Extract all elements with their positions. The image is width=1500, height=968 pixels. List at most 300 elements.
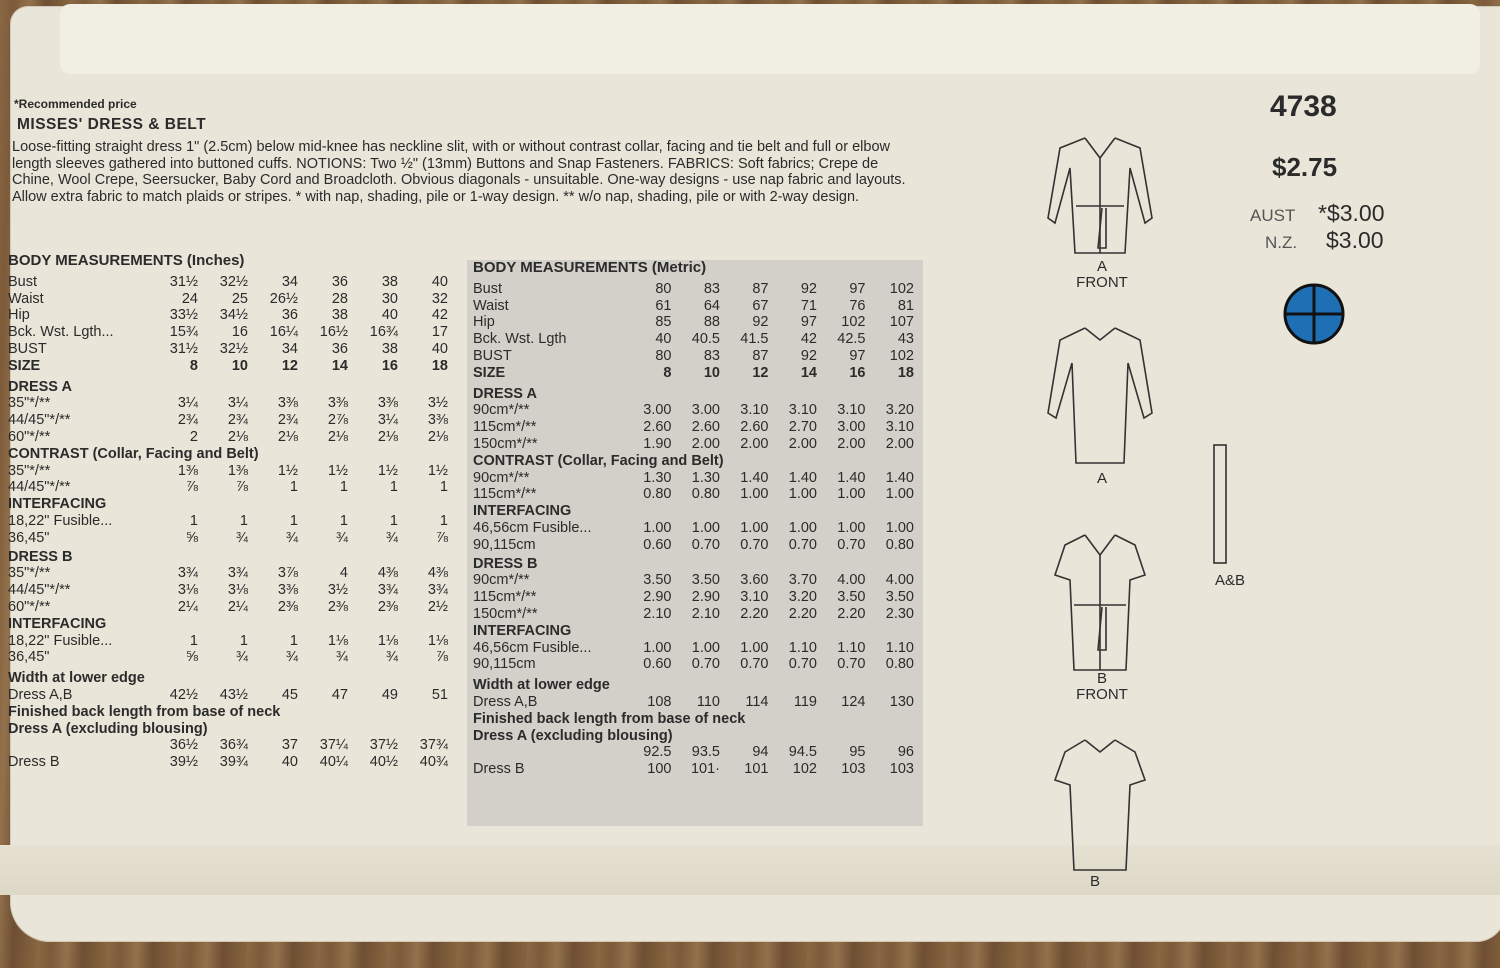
envelope-flap: [60, 4, 1480, 74]
table-row: [8, 737, 458, 754]
section-title: Finished back length from base of neck: [8, 703, 281, 720]
table-cell: 31½: [169, 273, 198, 290]
table-row: [8, 395, 458, 412]
table-cell: 32½: [219, 273, 248, 290]
table-row: [473, 761, 923, 778]
table-cell: 1.10: [788, 639, 817, 656]
table-row: [8, 479, 458, 496]
table-cell: 3⅜: [327, 395, 348, 412]
table-row: [8, 633, 458, 650]
table-cell: 3¼: [177, 395, 198, 412]
table-cell: 2.60: [740, 419, 769, 436]
table-cell: 1.00: [837, 519, 866, 536]
table-cell: 2.10: [643, 605, 672, 622]
table-cell: 85: [655, 314, 672, 331]
table-cell: 3.60: [740, 572, 769, 589]
table-row: [8, 358, 458, 375]
table-cell: 37¼: [319, 737, 348, 754]
table-cell: 2.00: [788, 435, 817, 452]
table-cell: 87: [752, 347, 769, 364]
table-cell: 2⅜: [327, 598, 348, 615]
table-row: [473, 694, 923, 711]
table-cell: ¾: [235, 529, 248, 546]
table-cell: 16: [849, 364, 866, 381]
table-cell: 40: [431, 340, 448, 357]
table-cell: 2⅛: [427, 428, 448, 445]
table-cell: 3.10: [740, 589, 769, 606]
table-cell: 2.00: [885, 435, 914, 452]
view-a-front-label: FRONT: [1076, 274, 1128, 291]
table-cell: 3¾: [427, 582, 448, 599]
row-label: BUST: [8, 340, 47, 357]
table-cell: 2.20: [788, 605, 817, 622]
table-cell: 101·: [690, 761, 720, 778]
row-label: Dress A,B: [473, 693, 538, 710]
imperial-measurements-table: [8, 253, 458, 771]
table-cell: 3.10: [740, 402, 769, 419]
row-label: 36,45": [8, 649, 50, 666]
table-cell: 42: [431, 307, 448, 324]
table-cell: 0.80: [885, 536, 914, 553]
table-cell: 4.00: [885, 572, 914, 589]
table-cell: 1: [289, 479, 298, 496]
table-cell: 61: [655, 297, 672, 314]
table-cell: 41.5: [740, 331, 769, 348]
table-cell: 45: [281, 686, 298, 703]
section-title: Width at lower edge: [473, 677, 610, 694]
table-row: [8, 513, 458, 530]
pattern-number: 4738: [1270, 90, 1337, 123]
table-cell: 49: [381, 686, 398, 703]
table-cell: ¾: [285, 529, 298, 546]
table-cell: 16¾: [369, 324, 398, 341]
table-cell: 108: [647, 693, 672, 710]
table-cell: 39½: [169, 754, 198, 771]
section-title: INTERFACING: [473, 503, 572, 520]
table-cell: 2¼: [177, 598, 198, 615]
table-row: [8, 582, 458, 599]
table-cell: 37¾: [419, 737, 448, 754]
table-cell: 3⅞: [277, 565, 298, 582]
table-cell: 94: [752, 744, 769, 761]
table-cell: 39¾: [219, 754, 248, 771]
table-cell: 8: [663, 364, 672, 381]
row-label: 90,115cm: [473, 656, 536, 673]
section-title: INTERFACING: [473, 622, 572, 639]
row-label: 90,115cm: [473, 536, 536, 553]
row-label: 46,56cm Fusible...: [473, 639, 592, 656]
table-cell: 1.00: [740, 486, 769, 503]
table-cell: ⅞: [235, 479, 248, 496]
dress-b-back-sketch-icon: [1040, 730, 1160, 880]
table-row: [473, 656, 923, 673]
table-row: [8, 649, 458, 666]
table-cell: 4⅜: [427, 565, 448, 582]
table-row: [8, 754, 458, 771]
table-cell: 32: [431, 290, 448, 307]
table-cell: 10: [231, 357, 248, 374]
table-cell: 40¼: [319, 754, 348, 771]
table-cell: 0.70: [788, 656, 817, 673]
table-cell: 43½: [219, 686, 248, 703]
table-cell: 102: [841, 314, 866, 331]
table-cell: 88: [703, 314, 720, 331]
table-cell: 3.10: [788, 402, 817, 419]
table-cell: 38: [381, 273, 398, 290]
table-cell: 34½: [219, 307, 248, 324]
row-label: SIZE: [473, 364, 506, 381]
row-label: Bck. Wst. Lgth: [473, 331, 567, 348]
table-cell: 2⅜: [277, 598, 298, 615]
row-label: Waist: [8, 290, 44, 307]
table-cell: 51: [431, 686, 448, 703]
table-cell: 94.5: [788, 744, 817, 761]
row-label: 36,45": [8, 529, 50, 546]
table-cell: 2⅛: [227, 428, 248, 445]
table-cell: 101: [744, 761, 769, 778]
table-cell: 33½: [169, 307, 198, 324]
table-cell: 67: [752, 297, 769, 314]
table-cell: 40: [431, 273, 448, 290]
table-cell: ¾: [285, 649, 298, 666]
table-cell: 87: [752, 280, 769, 297]
row-label: 44/45"*/**: [8, 582, 71, 599]
section-title: DRESS B: [8, 548, 73, 565]
table-cell: 36: [281, 307, 298, 324]
row-label: 90cm*/**: [473, 469, 530, 486]
aust-label: AUST: [1250, 206, 1296, 225]
table-cell: 0.70: [837, 536, 866, 553]
table-cell: 36½: [169, 737, 198, 754]
table-row: [473, 281, 923, 298]
table-cell: 14: [800, 364, 817, 381]
table-cell: 1.00: [837, 486, 866, 503]
table-cell: 80: [655, 347, 672, 364]
section-title: INTERFACING: [8, 496, 107, 513]
table-row: [473, 419, 923, 436]
section-title: Finished back length from base of neck: [473, 710, 746, 727]
table-cell: 2.00: [691, 435, 720, 452]
table-cell: 42½: [169, 686, 198, 703]
table-cell: 2¾: [277, 412, 298, 429]
envelope-fold: [0, 845, 1500, 895]
table-cell: 102: [889, 347, 914, 364]
table-cell: 26½: [269, 290, 298, 307]
table-row: [8, 463, 458, 480]
row-label: 35"*/**: [8, 565, 51, 582]
view-a-back-label: A: [1096, 470, 1107, 487]
table-cell: 1: [439, 512, 448, 529]
view-b-back-label: B: [1089, 873, 1100, 890]
table-cell: 2.60: [691, 419, 720, 436]
table-cell: 1: [389, 479, 398, 496]
table-cell: 16½: [319, 324, 348, 341]
table-cell: 3¼: [227, 395, 248, 412]
table-cell: 16: [231, 324, 248, 341]
table-cell: ¾: [335, 649, 348, 666]
table-cell: ¾: [235, 649, 248, 666]
table-row: [8, 412, 458, 429]
aust-price: *$3.00: [1318, 200, 1385, 226]
table-cell: 42: [800, 331, 817, 348]
section-title: BODY MEASUREMENTS (Inches): [8, 252, 245, 269]
table-cell: 92.5: [643, 744, 672, 761]
table-cell: 1½: [277, 462, 298, 479]
table-cell: 3.00: [691, 402, 720, 419]
table-cell: 0.70: [837, 656, 866, 673]
table-row: [473, 470, 923, 487]
table-cell: 1.00: [788, 486, 817, 503]
section-title: INTERFACING: [8, 615, 107, 632]
row-label: 46,56cm Fusible...: [473, 519, 592, 536]
table-cell: 2.30: [885, 605, 914, 622]
table-cell: 12: [752, 364, 769, 381]
table-cell: 0.70: [691, 536, 720, 553]
table-cell: 3.50: [885, 589, 914, 606]
table-cell: 40¾: [419, 754, 448, 771]
table-cell: 24: [181, 290, 198, 307]
table-cell: 3.00: [643, 402, 672, 419]
row-label: Bust: [473, 280, 503, 297]
table-row: [8, 274, 458, 291]
row-label: 90cm*/**: [473, 402, 530, 419]
table-cell: 1.00: [691, 519, 720, 536]
table-cell: 2⅛: [277, 428, 298, 445]
table-cell: 119: [793, 693, 817, 710]
row-label: 35"*/**: [8, 395, 51, 412]
table-cell: 95: [849, 744, 866, 761]
table-cell: 4: [339, 565, 348, 582]
table-cell: 1: [389, 512, 398, 529]
table-cell: 17: [431, 324, 448, 341]
row-label: 90cm*/**: [473, 572, 530, 589]
table-cell: 83: [703, 347, 720, 364]
table-row: [8, 565, 458, 582]
section-title: CONTRAST (Collar, Facing and Belt): [473, 452, 724, 469]
table-cell: 36¾: [219, 737, 248, 754]
table-cell: 1½: [377, 462, 398, 479]
table-cell: 97: [849, 347, 866, 364]
table-cell: 1: [239, 632, 248, 649]
row-label: Bck. Wst. Lgth...: [8, 324, 114, 341]
table-cell: 1.00: [643, 519, 672, 536]
table-cell: 42.5: [837, 331, 866, 348]
table-cell: 93.5: [691, 744, 720, 761]
table-cell: 0.70: [740, 656, 769, 673]
row-label: Bust: [8, 273, 38, 290]
row-label: 115cm*/**: [473, 419, 537, 436]
table-cell: 2.00: [740, 435, 769, 452]
table-cell: 1⅜: [227, 462, 248, 479]
table-cell: 96: [897, 744, 914, 761]
table-cell: 32½: [219, 340, 248, 357]
row-label: 44/45"*/**: [8, 479, 71, 496]
section-title: BODY MEASUREMENTS (Metric): [473, 259, 707, 276]
table-row: [8, 599, 458, 616]
table-cell: 3.20: [885, 402, 914, 419]
view-b-front-letter: B: [1096, 670, 1107, 687]
table-cell: 1.00: [643, 639, 672, 656]
section-title: DRESS A: [8, 378, 72, 395]
table-cell: 0.80: [691, 486, 720, 503]
table-cell: 3.10: [837, 402, 866, 419]
table-cell: 1.00: [691, 639, 720, 656]
dress-b-front-sketch-icon: [1040, 525, 1160, 675]
table-row: [8, 291, 458, 308]
recommended-price-note: *Recommended price: [14, 97, 137, 111]
row-label: 18,22" Fusible...: [8, 512, 113, 529]
table-cell: 1⅛: [427, 632, 448, 649]
table-cell: 37: [281, 737, 298, 754]
table-row: [8, 324, 458, 341]
table-cell: ¾: [385, 529, 398, 546]
section-title: Dress A (excluding blousing): [8, 720, 208, 737]
table-cell: 76: [849, 297, 866, 314]
table-cell: 110: [696, 693, 720, 710]
table-cell: 1.00: [885, 486, 914, 503]
table-cell: 40½: [369, 754, 398, 771]
table-cell: 1⅛: [327, 632, 348, 649]
table-cell: 1.00: [740, 639, 769, 656]
table-cell: 92: [752, 314, 769, 331]
table-cell: 92: [800, 347, 817, 364]
table-cell: ¾: [335, 529, 348, 546]
table-cell: 1.00: [788, 519, 817, 536]
table-cell: 1: [239, 512, 248, 529]
table-cell: 3.50: [691, 572, 720, 589]
table-cell: 0.60: [643, 656, 672, 673]
table-cell: 34: [281, 340, 298, 357]
table-cell: 40: [281, 754, 298, 771]
table-cell: 103: [889, 761, 914, 778]
table-cell: 3.20: [788, 589, 817, 606]
table-cell: 100: [647, 761, 672, 778]
nz-label: N.Z.: [1265, 233, 1298, 252]
table-cell: ⅝: [185, 649, 198, 666]
row-label: 115cm*/**: [473, 486, 537, 503]
table-cell: 97: [849, 280, 866, 297]
table-cell: 1: [339, 479, 348, 496]
view-ab-label: A&B: [1214, 572, 1245, 589]
table-cell: 2¾: [227, 412, 248, 429]
table-cell: 3.00: [837, 419, 866, 436]
table-cell: 4⅜: [377, 565, 398, 582]
table-cell: 102: [792, 761, 817, 778]
table-cell: 2.90: [643, 589, 672, 606]
row-label: 150cm*/**: [473, 435, 538, 452]
table-cell: 1.40: [837, 469, 866, 486]
table-cell: 36: [331, 273, 348, 290]
table-cell: 10: [703, 364, 720, 381]
table-cell: 0.80: [643, 486, 672, 503]
table-cell: 30: [381, 290, 398, 307]
table-cell: 0.70: [691, 656, 720, 673]
table-cell: 3⅜: [277, 582, 298, 599]
table-cell: 1⅜: [177, 462, 198, 479]
table-cell: 2.60: [643, 419, 672, 436]
dress-a-back-sketch-icon: [1040, 318, 1160, 468]
table-cell: 38: [381, 340, 398, 357]
table-cell: 37½: [369, 737, 398, 754]
section-title: Dress A (excluding blousing): [473, 727, 673, 744]
row-label: Waist: [473, 297, 509, 314]
table-cell: 8: [189, 357, 198, 374]
table-cell: 3.70: [788, 572, 817, 589]
row-label: 60"*/**: [8, 598, 51, 615]
view-a-front-letter: A: [1096, 258, 1107, 275]
table-cell: 3¾: [227, 565, 248, 582]
dress-a-front-sketch-icon: [1040, 128, 1160, 268]
table-cell: 0.70: [788, 536, 817, 553]
table-cell: 102: [889, 280, 914, 297]
table-cell: ⅝: [185, 529, 198, 546]
table-cell: 1: [289, 632, 298, 649]
table-cell: 2.70: [788, 419, 817, 436]
row-label: 18,22" Fusible...: [8, 632, 113, 649]
table-cell: 2⅞: [327, 412, 348, 429]
table-cell: 31½: [169, 340, 198, 357]
table-row: [473, 436, 923, 453]
table-cell: 3⅛: [177, 582, 198, 599]
table-cell: 14: [331, 357, 348, 374]
table-cell: 64: [703, 297, 720, 314]
row-label: SIZE: [8, 357, 41, 374]
table-cell: 83: [703, 280, 720, 297]
table-cell: 43: [897, 331, 914, 348]
table-cell: 2: [189, 428, 198, 445]
row-label: 60"*/**: [8, 428, 51, 445]
section-title: DRESS A: [473, 385, 537, 402]
table-cell: 2⅛: [377, 428, 398, 445]
table-cell: 1: [289, 512, 298, 529]
table-cell: ⅞: [435, 649, 448, 666]
row-label: 35"*/**: [8, 462, 51, 479]
table-cell: 2¼: [227, 598, 248, 615]
belt-sketch-icon: [1205, 443, 1235, 568]
table-row: [473, 537, 923, 554]
nz-price: $3.00: [1326, 227, 1384, 253]
table-cell: 12: [281, 357, 298, 374]
row-label: Dress B: [473, 761, 525, 778]
table-row: [8, 341, 458, 358]
row-label: 150cm*/**: [473, 605, 538, 622]
row-label: Dress B: [8, 754, 60, 771]
table-cell: 0.80: [885, 656, 914, 673]
table-cell: 3½: [327, 582, 348, 599]
table-cell: 2⅜: [377, 598, 398, 615]
table-cell: 3⅜: [377, 395, 398, 412]
table-cell: 1.00: [740, 519, 769, 536]
table-row: [8, 429, 458, 446]
table-cell: 28: [331, 290, 348, 307]
row-label: [8, 737, 148, 754]
table-cell: 1.90: [643, 435, 672, 452]
table-cell: 2.20: [837, 605, 866, 622]
table-row: [473, 606, 923, 623]
row-label: 115cm*/**: [473, 589, 537, 606]
table-cell: 1.10: [837, 639, 866, 656]
metric-measurements-table: [467, 260, 923, 826]
table-cell: 3.50: [837, 589, 866, 606]
table-cell: 81: [897, 297, 914, 314]
row-label: BUST: [473, 347, 512, 364]
table-cell: 1.00: [885, 519, 914, 536]
table-cell: 71: [800, 297, 817, 314]
table-cell: 107: [889, 314, 914, 331]
table-cell: ¾: [385, 649, 398, 666]
row-label: Dress A,B: [8, 686, 73, 703]
table-cell: 15¾: [169, 324, 198, 341]
